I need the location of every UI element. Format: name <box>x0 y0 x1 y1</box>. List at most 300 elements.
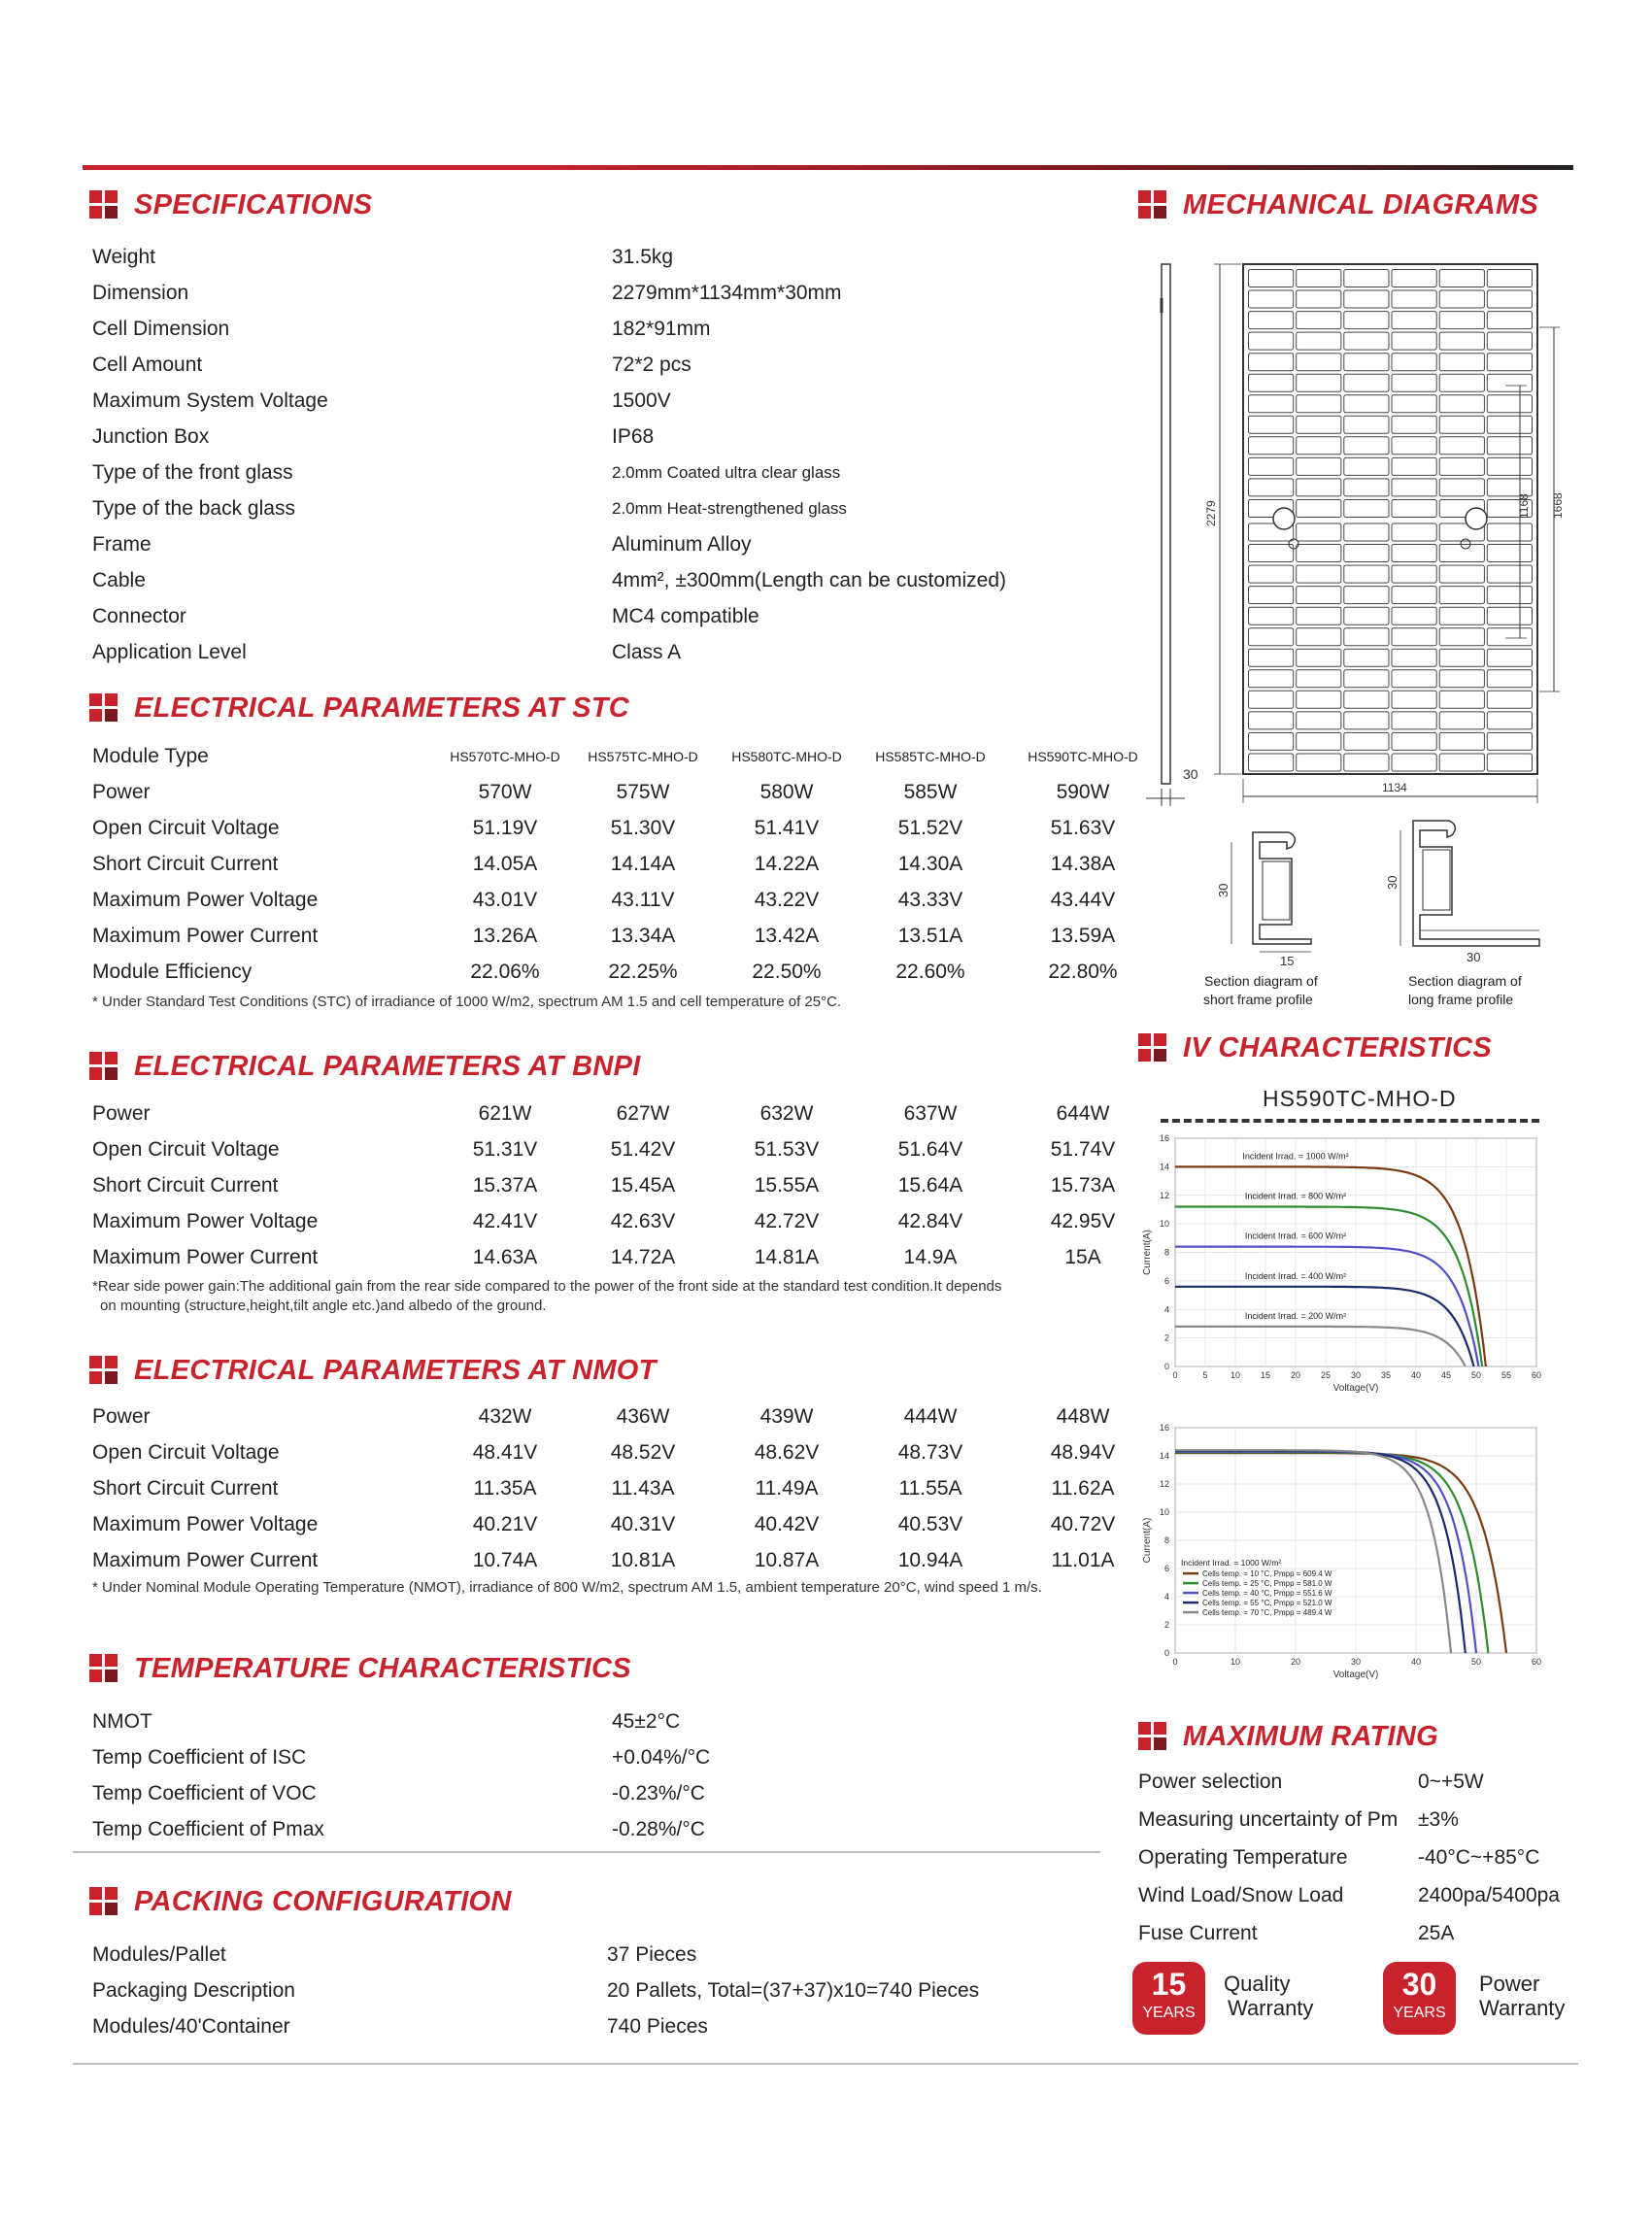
nmot-value: 40.42V <box>754 1512 820 1535</box>
svg-text:30: 30 <box>1216 883 1231 897</box>
solar-cell <box>1392 587 1436 604</box>
svg-text:Section diagram of: Section diagram of <box>1204 973 1318 989</box>
y-tick-label: 8 <box>1163 1535 1169 1545</box>
solar-cell <box>1487 732 1532 750</box>
nmot-value: 432W <box>478 1404 532 1428</box>
bnpi-value: 637W <box>903 1101 958 1125</box>
nmot-label: Maximum Power Voltage <box>92 1512 319 1535</box>
mechanical-diagram <box>1146 254 1573 1012</box>
bnpi-value: 15.37A <box>472 1173 538 1197</box>
bnpi-value: 14.72A <box>610 1245 676 1268</box>
solar-cell <box>1344 587 1389 604</box>
nmot-value: 11.35A <box>473 1476 537 1500</box>
solar-cell <box>1487 628 1532 646</box>
y-tick-label: 10 <box>1159 1219 1169 1230</box>
y-tick-label: 10 <box>1159 1507 1169 1517</box>
series-label: Incident Irrad. = 600 W/m² <box>1244 1231 1347 1241</box>
solar-cell <box>1392 312 1436 329</box>
solar-cell <box>1392 395 1436 413</box>
stc-value: 590W <box>1056 780 1110 803</box>
nmot-value: 436W <box>616 1404 670 1428</box>
dim-30-text: 30 <box>1183 766 1198 782</box>
solar-cell <box>1249 649 1294 666</box>
series-label: Incident Irrad. = 200 W/m² <box>1244 1310 1347 1321</box>
solar-cell <box>1297 354 1341 371</box>
temperature-divider <box>73 1851 1100 1853</box>
solar-cell <box>1344 374 1389 391</box>
temperature-row <box>73 1739 1100 1775</box>
bnpi-row <box>73 1167 1116 1203</box>
iv-chart-temperature <box>1138 1416 1556 1690</box>
solar-cell <box>1344 545 1389 562</box>
stc-row <box>73 954 1118 990</box>
solar-cell <box>1392 691 1436 708</box>
stc-value: 14.05A <box>472 852 538 875</box>
packing-row <box>73 1973 1100 2008</box>
solar-cell <box>1344 712 1389 729</box>
specifications-row <box>73 490 1102 526</box>
solar-cell <box>1439 270 1484 287</box>
specifications-row <box>73 275 1102 311</box>
x-tick-label: 10 <box>1230 1657 1241 1667</box>
x-tick-label: 55 <box>1500 1370 1512 1380</box>
solar-cell <box>1249 628 1294 646</box>
x-tick-label: 0 <box>1172 1370 1178 1380</box>
power-warranty-label: Power Warranty <box>1479 1972 1566 2020</box>
stc-label: Short Circuit Current <box>92 852 279 875</box>
solar-cell <box>1487 607 1532 624</box>
brand-logo-icon <box>89 1887 120 1918</box>
solar-cell <box>1249 732 1294 750</box>
bnpi-row <box>73 1203 1116 1239</box>
junction-box-right <box>1466 508 1487 529</box>
module-type-label: Module Type <box>92 744 209 767</box>
nmot-note: * Under Nominal Module Operating Temperature (NMOT), irradiance of 800 W/m2, spectrum AM 1.5, ambient temperature 20°C, wind speed 1 m/s. <box>92 1579 1042 1596</box>
max-rating-label: Wind Load/Snow Load <box>1138 1883 1344 1906</box>
specifications-label: Cable <box>92 568 146 591</box>
solar-cell <box>1297 500 1341 518</box>
max-rating-row <box>1127 1763 1575 1801</box>
specifications-value: 182*91mm <box>612 317 711 340</box>
nmot-value: 11.01A <box>1051 1548 1115 1571</box>
solar-cell <box>1392 565 1436 583</box>
legend-entry: Cells temp. = 40 °C, Pmpp = 551.6 W <box>1202 1589 1332 1599</box>
nmot-value: 48.52V <box>610 1440 676 1464</box>
specifications-row <box>73 347 1102 383</box>
legend-entry: Cells temp. = 70 °C, Pmpp = 489.4 W <box>1202 1608 1332 1618</box>
solar-cell <box>1344 649 1389 666</box>
stc-value: 51.63V <box>1050 816 1116 839</box>
brand-logo-icon <box>89 1654 120 1685</box>
x-axis-label: Voltage(V) <box>1332 1670 1379 1680</box>
specifications-label: Application Level <box>92 640 247 663</box>
bnpi-row <box>73 1096 1110 1131</box>
svg-text:Section diagram of: Section diagram of <box>1408 973 1522 989</box>
specifications-label: Connector <box>92 604 186 627</box>
specifications-label: Cell Amount <box>92 353 203 376</box>
stc-value: 13.42A <box>754 924 820 947</box>
solar-cell <box>1344 416 1389 433</box>
x-tick-label: 25 <box>1320 1370 1332 1380</box>
x-tick-label: 10 <box>1230 1370 1241 1380</box>
nmot-value: 48.73V <box>897 1440 963 1464</box>
solar-cell <box>1487 587 1532 604</box>
solar-cell <box>1439 395 1484 413</box>
solar-cell <box>1487 712 1532 729</box>
nmot-value: 10.81A <box>610 1548 676 1571</box>
bnpi-value: 51.53V <box>754 1137 820 1161</box>
solar-cell <box>1344 270 1389 287</box>
specifications-label: Cell Dimension <box>92 317 230 340</box>
bnpi-value: 621W <box>478 1101 532 1125</box>
temperature-row <box>73 1811 1100 1847</box>
bnpi-label: Short Circuit Current <box>92 1173 279 1197</box>
max-rating-value: ±3% <box>1418 1807 1459 1831</box>
brand-logo-icon <box>89 1356 120 1387</box>
section-title-temperature: TEMPERATURE CHARACTERISTICS <box>89 1653 631 1685</box>
solar-cell <box>1249 312 1294 329</box>
x-tick-label: 60 <box>1531 1657 1542 1667</box>
specifications-row <box>73 455 1102 490</box>
solar-cell <box>1344 670 1389 688</box>
bnpi-value: 15.55A <box>754 1173 820 1197</box>
max-rating-row <box>1127 1801 1575 1838</box>
stc-header-row <box>73 738 1138 774</box>
y-axis-label: Current(A) <box>1142 1517 1153 1564</box>
packing-label: Modules/Pallet <box>92 1942 226 1966</box>
model-name: HS590TC-MHO-D <box>1028 748 1138 764</box>
stc-value: 43.44V <box>1050 888 1116 911</box>
solar-cell <box>1392 437 1436 455</box>
dim-1134-text: 1134 <box>1382 781 1407 794</box>
iv-model-label: HS590TC-MHO-D <box>1263 1086 1457 1111</box>
nmot-label: Open Circuit Voltage <box>92 1440 280 1464</box>
nmot-value: 10.87A <box>754 1548 820 1571</box>
solar-cell <box>1297 565 1341 583</box>
bnpi-label: Open Circuit Voltage <box>92 1137 280 1161</box>
nmot-label: Power <box>92 1404 151 1428</box>
bnpi-value: 15.64A <box>897 1173 963 1197</box>
solar-cell <box>1297 437 1341 455</box>
legend-entry: Cells temp. = 55 °C, Pmpp = 521.0 W <box>1202 1599 1332 1608</box>
x-tick-label: 35 <box>1380 1370 1392 1380</box>
nmot-label: Short Circuit Current <box>92 1476 279 1500</box>
solar-cell <box>1344 754 1389 771</box>
stc-table <box>73 738 1138 990</box>
stc-value: 14.38A <box>1050 852 1116 875</box>
stc-value: 13.59A <box>1050 924 1116 947</box>
specifications-row <box>73 419 1102 455</box>
y-tick-label: 4 <box>1163 1304 1169 1315</box>
dim-2279-text: 2279 <box>1204 500 1218 526</box>
solar-cell <box>1487 312 1532 329</box>
stc-value: 43.01V <box>472 888 538 911</box>
max-rating-value: 0~+5W <box>1418 1770 1484 1793</box>
iv-model-underline <box>1161 1119 1539 1123</box>
nmot-value: 11.62A <box>1051 1476 1115 1500</box>
nmot-value: 448W <box>1056 1404 1110 1428</box>
bnpi-value: 42.72V <box>754 1209 820 1232</box>
series-label: Incident Irrad. = 400 W/m² <box>1244 1270 1347 1281</box>
specifications-value: 2.0mm Coated ultra clear glass <box>612 462 841 482</box>
stc-value: 13.34A <box>610 924 676 947</box>
svg-text:short frame profile: short frame profile <box>1203 992 1313 1007</box>
svg-text:30: 30 <box>1385 875 1399 890</box>
nmot-value: 10.94A <box>897 1548 963 1571</box>
specifications-value: Aluminum Alloy <box>612 532 752 556</box>
solar-cell <box>1487 754 1532 771</box>
solar-cell <box>1344 312 1389 329</box>
x-tick-label: 20 <box>1290 1657 1301 1667</box>
specifications-label: Weight <box>92 245 155 268</box>
stc-value: 51.30V <box>610 816 676 839</box>
solar-cell <box>1487 437 1532 455</box>
solar-cell <box>1487 374 1532 391</box>
solar-cell <box>1392 628 1436 646</box>
solar-cell <box>1487 545 1532 562</box>
bnpi-value: 15.45A <box>610 1173 676 1197</box>
solar-cell <box>1344 565 1389 583</box>
temperature-label: Temp Coefficient of Pmax <box>92 1817 324 1840</box>
solar-cell <box>1297 691 1341 708</box>
solar-cell <box>1249 354 1294 371</box>
section-title-packing: PACKING CONFIGURATION <box>89 1886 512 1918</box>
x-axis-label: Voltage(V) <box>1332 1383 1379 1394</box>
nmot-value: 40.72V <box>1050 1512 1116 1535</box>
nmot-value: 48.62V <box>754 1440 820 1464</box>
solar-cell <box>1297 754 1341 771</box>
bnpi-row <box>73 1239 1102 1275</box>
solar-cell <box>1439 670 1484 688</box>
solar-cell <box>1487 649 1532 666</box>
bnpi-value: 632W <box>759 1101 814 1125</box>
solar-cell <box>1392 332 1436 350</box>
solar-cell <box>1439 312 1484 329</box>
nmot-table <box>73 1399 1116 1578</box>
nmot-row <box>73 1434 1116 1470</box>
solar-cell <box>1487 395 1532 413</box>
nmot-value: 40.31V <box>610 1512 676 1535</box>
specifications-row <box>73 311 1102 347</box>
bnpi-value: 42.41V <box>472 1209 538 1232</box>
solar-cell <box>1297 523 1341 541</box>
specifications-row <box>73 239 1102 275</box>
bnpi-note-line2: on mounting (structure,height,tilt angle etc.)and albedo of the ground. <box>100 1298 547 1314</box>
solar-cell <box>1249 332 1294 350</box>
solar-cell <box>1297 374 1341 391</box>
solar-cell <box>1439 332 1484 350</box>
bnpi-value: 42.84V <box>897 1209 963 1232</box>
solar-cell <box>1249 457 1294 475</box>
nmot-row <box>73 1506 1116 1542</box>
bnpi-value: 51.74V <box>1050 1137 1116 1161</box>
solar-cell <box>1249 712 1294 729</box>
solar-cell <box>1439 457 1484 475</box>
solar-cell <box>1392 500 1436 518</box>
solar-cell <box>1392 416 1436 433</box>
specifications-row <box>73 634 1102 670</box>
stc-value: 14.30A <box>897 852 963 875</box>
packing-label: Packaging Description <box>92 1978 295 2002</box>
specifications-label: Frame <box>92 532 152 556</box>
y-tick-label: 6 <box>1163 1275 1169 1286</box>
max-rating-label: Measuring uncertainty of Pm <box>1138 1807 1399 1831</box>
stc-row <box>73 882 1116 918</box>
legend-entry: Cells temp. = 25 °C, Pmpp = 581.0 W <box>1202 1579 1332 1589</box>
section-title-max-rating: MAXIMUM RATING <box>1138 1721 1438 1753</box>
brand-logo-icon <box>89 1052 120 1083</box>
solar-cell <box>1344 395 1389 413</box>
max-rating-row <box>1127 1914 1575 1952</box>
brand-logo-icon <box>89 693 120 725</box>
specifications-row <box>73 526 1102 562</box>
nmot-value: 439W <box>759 1404 814 1428</box>
nmot-row <box>73 1399 1110 1434</box>
solar-cell <box>1439 628 1484 646</box>
solar-cell <box>1487 416 1532 433</box>
packing-value: 740 Pieces <box>607 2014 708 2038</box>
solar-cell <box>1249 479 1294 496</box>
solar-cell <box>1439 374 1484 391</box>
solar-cell <box>1344 457 1389 475</box>
nmot-value: 40.21V <box>472 1512 538 1535</box>
section-title-mechanical: MECHANICAL DIAGRAMS <box>1138 189 1538 221</box>
brand-logo-icon <box>89 190 120 221</box>
packing-table <box>73 1937 1100 2044</box>
specifications-row <box>73 598 1102 634</box>
solar-cell <box>1392 754 1436 771</box>
y-tick-label: 4 <box>1163 1592 1169 1602</box>
svg-text:15: 15 <box>1280 954 1295 968</box>
solar-cell <box>1249 565 1294 583</box>
stc-value: 14.14A <box>610 852 676 875</box>
x-tick-label: 45 <box>1440 1370 1452 1380</box>
nmot-value: 48.41V <box>472 1440 538 1464</box>
solar-cell <box>1297 545 1341 562</box>
specifications-table <box>73 239 1102 670</box>
solar-cell <box>1487 270 1532 287</box>
packing-value: 37 Pieces <box>607 1942 697 1966</box>
stc-value: 51.19V <box>472 816 538 839</box>
solar-cell <box>1297 479 1341 496</box>
solar-cell <box>1439 649 1484 666</box>
specifications-label: Junction Box <box>92 424 210 448</box>
specifications-label: Dimension <box>92 281 189 304</box>
solar-cell <box>1439 290 1484 308</box>
bnpi-value: 42.63V <box>610 1209 676 1232</box>
solar-cell <box>1297 290 1341 308</box>
stc-value: 43.11V <box>611 888 675 911</box>
max-rating-row <box>1127 1876 1575 1914</box>
max-rating-label: Operating Temperature <box>1138 1845 1348 1869</box>
bnpi-value: 14.9A <box>903 1245 958 1268</box>
temperature-row <box>73 1775 1100 1811</box>
solar-cell <box>1344 437 1389 455</box>
temperature-label: Temp Coefficient of VOC <box>92 1781 317 1804</box>
solar-cell <box>1439 416 1484 433</box>
bnpi-row <box>73 1131 1116 1167</box>
stc-note: * Under Standard Test Conditions (STC) of irradiance of 1000 W/m2, spectrum AM 1.5 and cell temperature of 25°C. <box>92 994 842 1010</box>
solar-cell <box>1297 670 1341 688</box>
solar-cell <box>1392 457 1436 475</box>
solar-cell <box>1344 332 1389 350</box>
stc-row <box>73 810 1116 846</box>
temperature-row <box>73 1703 1100 1739</box>
solar-cell <box>1487 457 1532 475</box>
section-title-stc: ELECTRICAL PARAMETERS AT STC <box>89 692 629 725</box>
brand-logo-icon <box>1138 1722 1169 1753</box>
solar-cell <box>1439 354 1484 371</box>
x-tick-label: 40 <box>1410 1370 1422 1380</box>
bnpi-value: 627W <box>616 1101 670 1125</box>
power-warranty-badge: 30 YEARS <box>1383 1962 1456 2035</box>
bnpi-label: Maximum Power Current <box>92 1245 319 1268</box>
stc-value: 43.22V <box>754 888 820 911</box>
stc-label: Module Efficiency <box>92 960 253 983</box>
solar-cell <box>1344 523 1389 541</box>
x-tick-label: 30 <box>1350 1370 1362 1380</box>
packing-value: 20 Pallets, Total=(37+37)x10=740 Pieces <box>607 1978 980 2002</box>
solar-cell <box>1392 290 1436 308</box>
solar-cell <box>1487 691 1532 708</box>
stc-value: 43.33V <box>897 888 963 911</box>
svg-text:long frame profile: long frame profile <box>1408 992 1514 1007</box>
solar-cell <box>1297 607 1341 624</box>
x-tick-label: 30 <box>1350 1657 1362 1667</box>
specifications-label: Maximum System Voltage <box>92 388 328 412</box>
section-title-specifications: SPECIFICATIONS <box>89 189 372 221</box>
solar-cell <box>1249 754 1294 771</box>
x-tick-label: 15 <box>1260 1370 1271 1380</box>
solar-cell <box>1392 354 1436 371</box>
long-frame-profile <box>1385 821 1539 1007</box>
packing-row <box>73 2008 1100 2044</box>
solar-cell <box>1392 712 1436 729</box>
nmot-row <box>73 1470 1115 1506</box>
y-tick-label: 14 <box>1159 1451 1169 1461</box>
dim-1168-text: 1168 <box>1517 493 1531 519</box>
solar-cell <box>1297 712 1341 729</box>
max-rating-label: Fuse Current <box>1138 1921 1258 1944</box>
temperature-label: NMOT <box>92 1709 152 1733</box>
specifications-row <box>73 562 1102 598</box>
model-name: HS570TC-MHO-D <box>450 748 560 764</box>
x-tick-label: 60 <box>1531 1370 1542 1380</box>
solar-cell <box>1249 545 1294 562</box>
solar-cell <box>1297 332 1341 350</box>
solar-cell <box>1344 691 1389 708</box>
stc-value: 22.80% <box>1048 960 1118 983</box>
solar-cell <box>1439 587 1484 604</box>
solar-cell <box>1439 754 1484 771</box>
y-tick-label: 12 <box>1159 1479 1169 1489</box>
stc-row <box>73 774 1110 810</box>
dim-1668-text: 1668 <box>1551 492 1565 519</box>
x-tick-label: 0 <box>1172 1657 1178 1667</box>
y-tick-label: 8 <box>1163 1247 1169 1258</box>
specifications-row <box>73 383 1102 419</box>
solar-cell <box>1487 332 1532 350</box>
temperature-value: +0.04%/°C <box>612 1745 711 1769</box>
specifications-value: 4mm², ±300mm(Length can be customized) <box>612 568 1007 591</box>
nmot-value: 10.74A <box>472 1548 538 1571</box>
header-rule <box>83 165 1573 170</box>
bnpi-value: 51.42V <box>610 1137 676 1161</box>
solar-cell <box>1344 628 1389 646</box>
nmot-value: 444W <box>903 1404 958 1428</box>
bnpi-label: Maximum Power Voltage <box>92 1209 319 1232</box>
solar-cell <box>1439 712 1484 729</box>
